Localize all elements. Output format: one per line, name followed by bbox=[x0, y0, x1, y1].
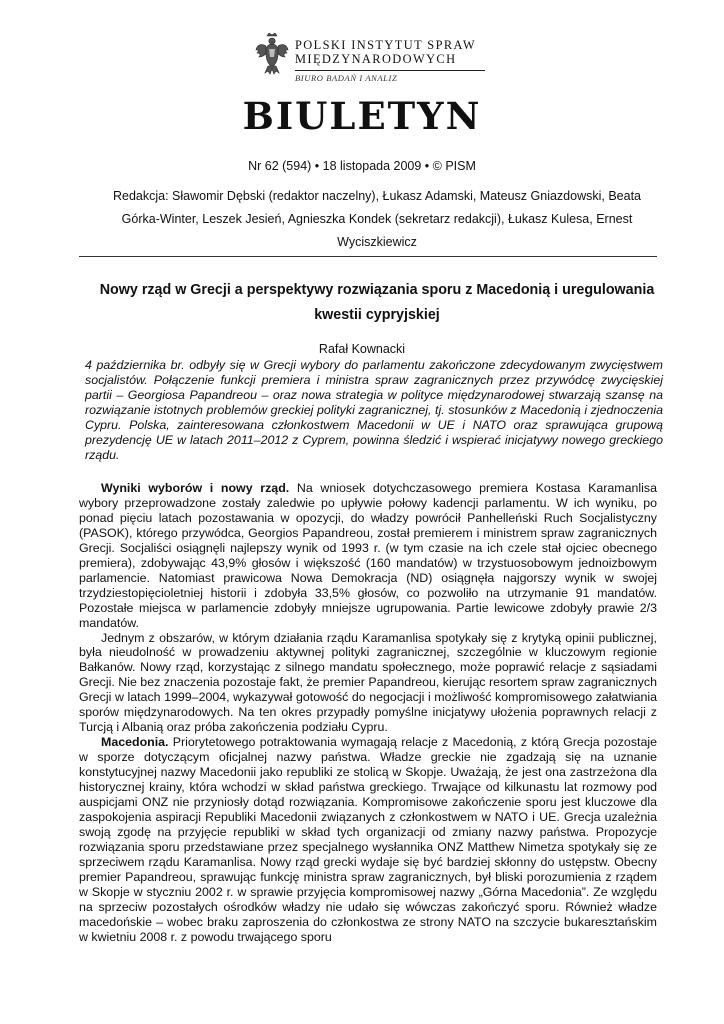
paragraph-macedonia bbox=[79, 735, 657, 944]
editorial-board: Redakcja: Sławomir Dębski (redaktor naczelny), Łukasz Adamski, Mateusz Gniazdowski, Beata Górka-Winter, Leszek Jesień, Agnieszka Kondek (sekretarz redakcji), Łukasz Kulesa, Ernest Wyciszkiewicz bbox=[113, 189, 641, 250]
paragraph-text: Na wniosek dotychczasowego premiera Kostasa Karamanlisa wybory przeprowadzone zostały zaledwie po upływie połowy kadencji parlamentu. W ich wyniku, po ponad pięciu latach pozostawania w opozycji, do władzy powrócił Panhelleński Ruch Socjalistyczny (PASOK), którego przywódca, Georgios Papandreou, został premierem i ministrem spraw zagranicznych Grecji. Socjaliści osiągnęli najlepszy wynik od 1993 r. (w tym czasie na ich czele stał ojciec obecnego premiera), zdobywając 43,9% głosów i większość (160 mandatów) w trzystuosobowym jednoizbowym parlamencie. Natomiast prawicowa Nowa Demokracja (ND) osiągnęła najgorszy wynik w swojej trzydziestopięcioletniej historii i zdobyła 33,5% głosów, co pozwoliło na utrzymanie 91 mandatów. Pozostałe miejsca w parlamencie zdobyły mniejsze ugrupowania. Partie lewicowe zdobyły prawie 2/3 mandatów. bbox=[79, 481, 657, 630]
bulletin-title: BIULETYN bbox=[242, 94, 482, 138]
institute-name-line1: POLSKI INSTYTUT SPRAW bbox=[295, 38, 477, 52]
header-divider bbox=[79, 256, 657, 257]
article-abstract: 4 października br. odbyły się w Grecji wybory do parlamentu zakończone zdecydowanym zwycięstwem socjalistów. Połączenie funkcji premiera i ministra spraw zagranicznych przez przywódcę zwycięskiej partii – Georgiosa Papandreou – oraz nowa strategia w polityce międzynarodowej stwarzają szansę na rozwiązanie istotnych problemów greckiej polityki zagranicznej, tj. stosunków z Macedonią i zjednoczenia Cypru. Polska, zainteresowana członkostwem Macedonii w UE i NATO oraz sprawująca grupową prezydencję UE w latach 2011–2012 z Cyprem, powinna śledzić i wspierać inicjatywy nowego greckiego rządu. bbox=[85, 358, 663, 462]
institute-name bbox=[295, 38, 476, 66]
paragraph-text: Jednym z obszarów, w którym działania rządu Karamanlisa spotykały się z krytyką opinii publicznej, była nieudolność w prowadzeniu aktywnej polityki zagranicznej, szczególnie w kluczowym regionie Bałkanów. Nowy rząd, korzystając z silnego mandatu społecznego, może poprawić relacje z sąsiadami Grecji. Nie bez znaczenia pozostaje fakt, że premier Papandreou, kierując resortem spraw zagranicznych Grecji w latach 1999–2004, wykazywał gotowość do negocjacji i możliwość kompromisowego załatwiania sporów międzynarodowych. Na ten okres przypadły pomyślne inicjatywy ułożenia poprawnych relacji z Turcją i Albanią oraz próba zakończenia podziału Cypru. bbox=[79, 630, 657, 735]
paragraph-text: Priorytetowego potraktowania wymagają relacje z Macedonią, z którą Grecja pozostaje w sporze dotyczącym oficjalnej nazwy państwa. Władze greckie nie zgadzają się na uznanie konstytucyjnej nazwy Macedonii jako republiki ze stolicą w Skopje. Uważają, że jest ona zastrzeżona dla historycznej krainy, która wchodzi w skład państwa greckiego. Trwające od kilkunastu lat rozmowy pod auspicjami ONZ nie przyniosły dotąd rozwiązania. Kompromisowe zakończenie sporu jest kluczowe dla zaspokojenia aspiracji Republiki Macedonii związanych z członkostwem w NATO i UE. Grecja uzależnia swoją zgodę na przyjęcie republiki w skład tych organizacji od zmiany nazwy państwa. Propozycje rozwiązania sporu przedstawiane przez specjalnego wysłannika ONZ Matthew Nimetza spotykały się ze sprzeciwem rządu Karamanlisa. Nowy rząd grecki wydaje się być bardziej skłonny do ustępstw. Obecny premier Papandreou, sprawując funkcję ministra spraw zagranicznych, był bliski porozumienia z rządem w Skopje w styczniu 2002 r. w sprawie przyjęcia kompromisowej nazwy „Górna Macedonia”. Ze względu na sprzeciw pozostałych ośrodków władzy nie udało się wówczas zakończyć sporu. Również władze macedońskie – wobec braku zaproszenia do członkostwa ze strony NATO na szczycie bukaresztańskim w kwietniu 2008 r. z powodu trwającego sporu bbox=[79, 735, 657, 944]
paragraph-election-results bbox=[79, 481, 657, 631]
polish-eagle-emblem-icon bbox=[255, 33, 289, 75]
article-body bbox=[79, 481, 657, 945]
institute-name-line2: MIĘDZYNARODOWYCH bbox=[295, 52, 457, 66]
issue-info: Nr 62 (594) • 18 listopada 2009 • © PISM bbox=[248, 159, 476, 173]
article-author: Rafał Kownacki bbox=[318, 342, 406, 356]
paragraph-lead: Wyniki wyborów i nowy rząd. bbox=[101, 481, 290, 495]
article-title: Nowy rząd w Grecji a perspektywy rozwiązania sporu z Macedonią i uregulowania kwestii cypryjskiej bbox=[99, 282, 655, 323]
paragraph-lead: Macedonia. bbox=[101, 735, 169, 750]
paragraph-foreign-policy bbox=[79, 631, 657, 736]
pism-logo bbox=[255, 33, 495, 91]
bureau-name: BIURO BADAŃ I ANALIZ bbox=[295, 73, 398, 83]
logo-divider bbox=[295, 70, 485, 71]
